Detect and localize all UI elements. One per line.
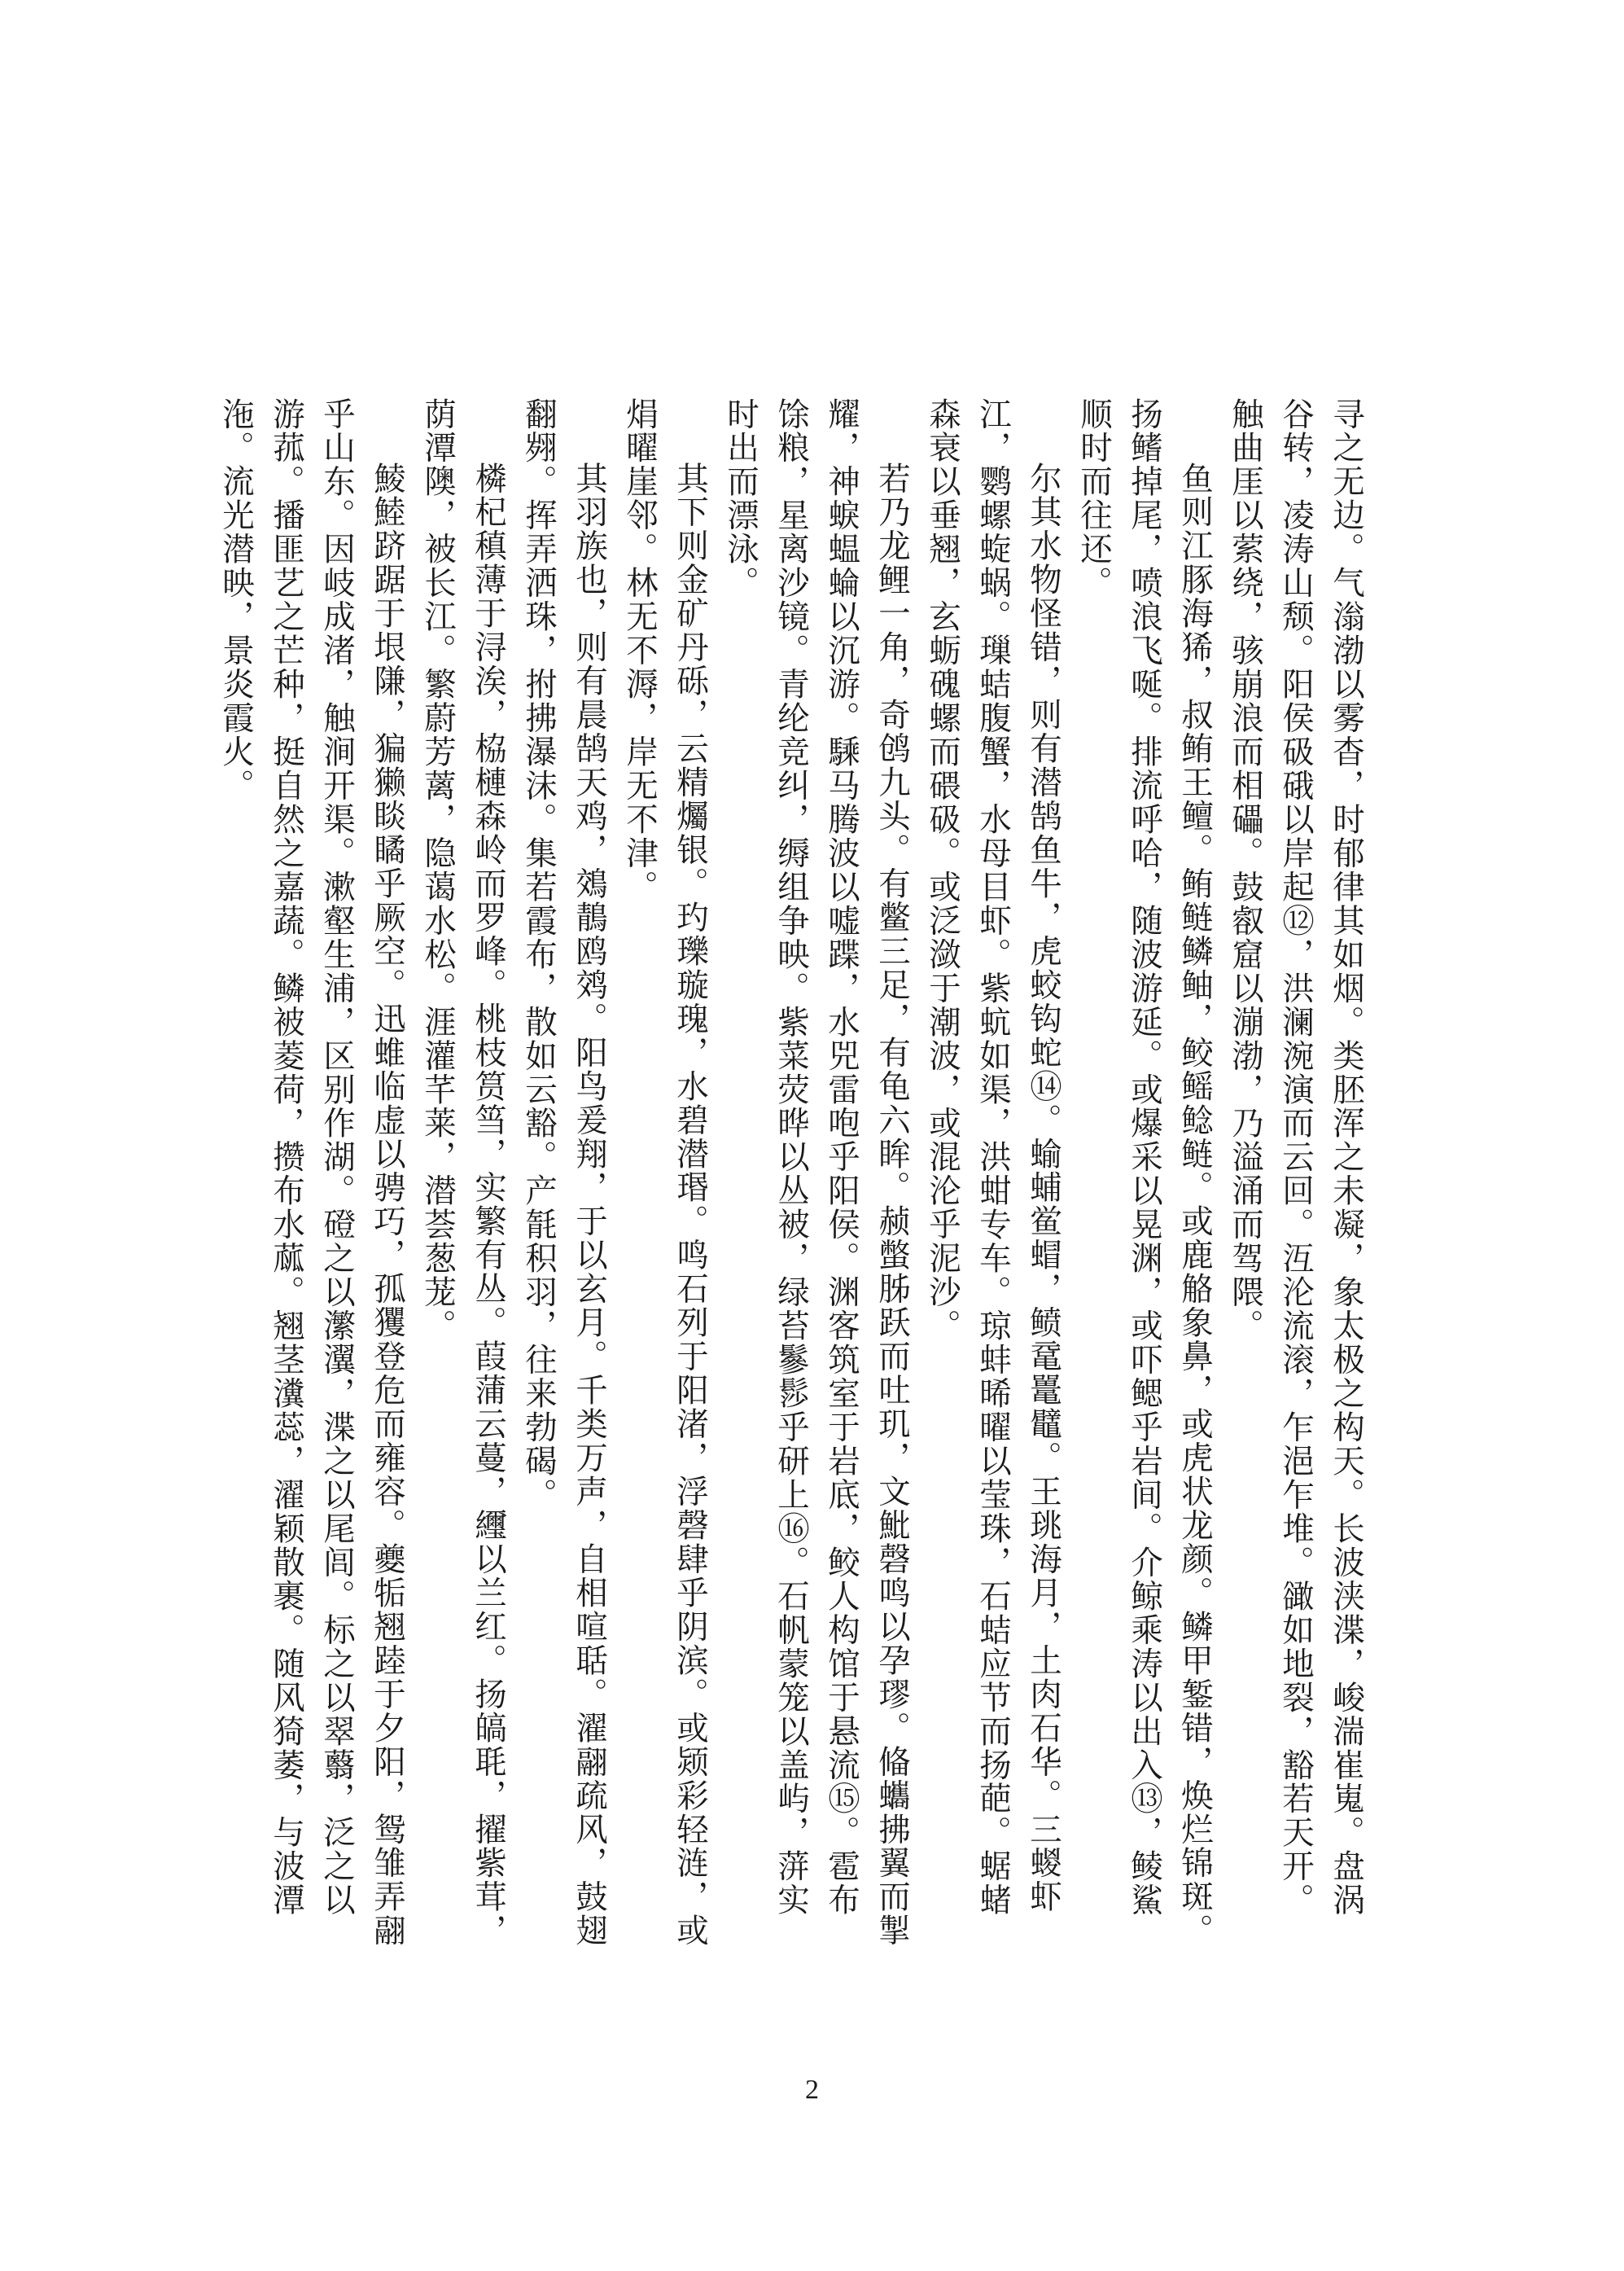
paragraph-4: 若乃龙鲤一角，奇鸧九头。有鳖三足，有龟六眸。赪蟞胏跃而吐玑，文魮磬鸣以孕璆。偹蠵拂翼而掣耀，神蜧蝹蜦以沉游。騬马腾波以嘘蹀，水兕雷咆乎阳侯。渊客筑室于岩底，鲛人构馆于悬流⑮。雹布馀粮，星离沙镜。青纶竞纠，缛组争映。紫菜荧晔以丛被，绿苔鬖髿乎研上⑯。石帆蒙笼以盖屿，蓱实时出而漂泳。 <box>722 397 911 1948</box>
paragraph-5: 其下则金矿丹砾，云精爥银。玓瓅璇瑰，水碧潜瑉。鸣石列于阳渚，浮磬肆乎阴滨。或颎彩轻涟，或焆曜崖邻。林无不溽，岸无不津。 <box>621 397 709 1948</box>
vertical-text-body <box>211 397 1372 1949</box>
paragraph-2: 鱼则江豚海狶，叔鲔王鳣。鲔鲢鳞鲉，鲛鳐鲶鲢。或鹿觡象鼻，或虎状龙颜。鳞甲錾错，焕烂锦斑。扬鳍掉尾，喷浪飞唌。排流呼哈，随波游延。或爆采以晃渊，或吓鳃乎岩间。介鲸乘涛以出入⑬，鲮鯊顺时而往还。 <box>1075 397 1214 1948</box>
paragraph-3: 尔其水物怪错，则有潜鹄鱼牛，虎蛟钩蛇⑭。蝓蜅鲎蝐，鲼鼋鼍鼊。王珧海月，土肉石华。三蝬虾江，鹦螺蜁蜗。璅蛣腹蟹，水母目虾。紫蚢如渠，洪蚶专车。琼蚌晞曜以莹珠，石蛣应节而扬葩。蜛蝫森衰以垂翘，玄蛎磈螺而碨砐。或泛潋于潮波，或混沦乎泥沙。 <box>924 397 1062 1918</box>
paragraph-1: 寻之无边。气滃渤以雾杳，时郁律其如烟。类胚浑之未凝，象太极之构天。长波浃渫，峻湍崔嵬。盘涡谷转，凌涛山颓。阳侯砐硪以岸起⑫，洪澜涴演而云回。沍沦流滚，乍浥乍堆。豃如地裂，豁若天开。触曲厓以萦绕，骇崩浪而相礧。鼓㕡窟以漰渤，乃溢涌而驾隈。 <box>1227 397 1365 1918</box>
page-number: 2 <box>805 2075 819 2105</box>
paragraph-8: 鯪鯥跻踞于垠隒，猵獭睒瞲乎厥空。迅蜼临虚以骋巧，孤玃登危而雍容。夔㸸翘踛于夕阳，鸳雏弄翮乎山东。因岐成渚，触涧开渠。漱壑生浦，区别作湖。磴之以瀿瀷，渫之以尾闾。标之以翠蘙，泛之以游菰。播匪艺之芒种，挺自然之嘉蔬。鳞被菱荷，攒布水蓏。翘茎瀵蕊，濯颖散裹。随风猗萎，与波潭沲。流光潜映，景炎霞火。 <box>217 397 406 1948</box>
paragraph-7: 橉杞稹薄于浔涘，栛槤森岭而罗峰。桃枝筼筜，实繁有丛。葭蒲云蔓，䌳以兰红。扬皜毦，擢紫茸，荫潭隩，被长江。繁蔚芳蓠，隐蔼水松。涯灌芊莱，潜荟葱茏。 <box>419 397 507 1948</box>
paragraph-6: 其羽族也，则有晨鹄天鸡，鵁鶄鸥䴔。阳鸟爰翔，于以玄月。千类万声，自相喧聒。濯翮疏风，鼓翅翻翙。挥弄洒珠，拊拂瀑沫。集若霞布，散如云豁。产毻积羽，往来勃碣。 <box>520 397 608 1948</box>
